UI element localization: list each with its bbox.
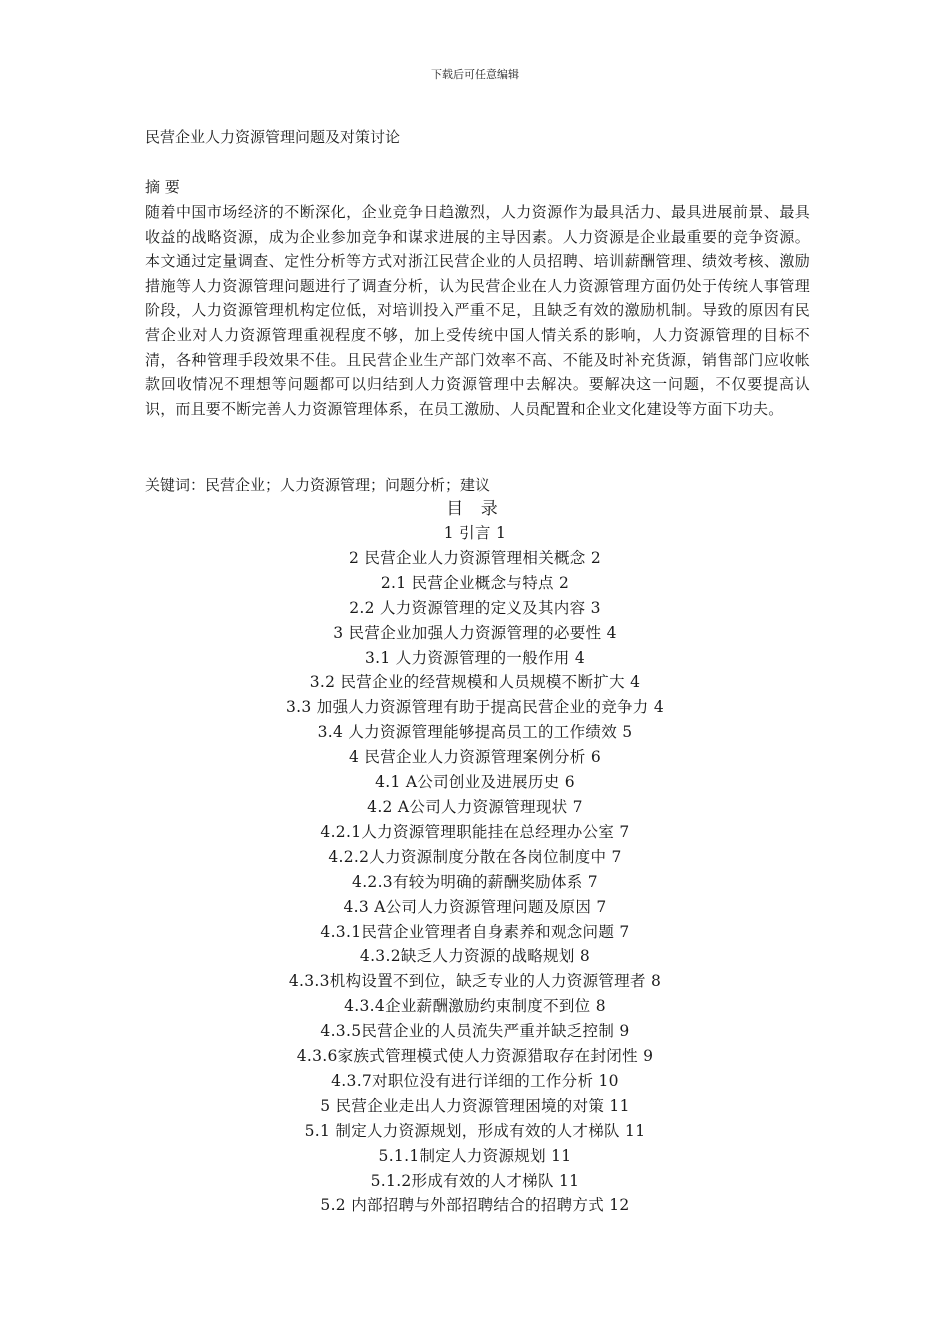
toc-item: 5 民营企业走出人力资源管理困境的对策 11	[320, 1096, 630, 1115]
toc-item: 3.2 民营企业的经营规模和人员规模不断扩大 4	[309, 673, 641, 692]
toc-item: 4.2.3有较为明确的薪酬奖励体系 7	[352, 872, 598, 891]
toc-item: 4.3.1民营企业管理者自身素养和观念问题 7	[320, 922, 630, 941]
toc-heading: 目 录	[446, 499, 504, 519]
toc-item: 2 民营企业人力资源管理相关概念 2	[349, 548, 601, 567]
abstract-heading: 摘 要	[145, 178, 180, 196]
toc-item: 4.1 A公司创业及进展历史 6	[375, 773, 575, 792]
toc-item: 4.3.2缺乏人力资源的战略规划 8	[359, 947, 591, 966]
toc-item: 4.3.4企业薪酬激励约束制度不到位 8	[344, 997, 606, 1016]
keywords-line: 关键词：民营企业；人力资源管理；问题分析；建议	[145, 476, 491, 494]
toc-item: 3.1 人力资源管理的一般作用 4	[365, 648, 585, 667]
toc-item: 5.1.2形成有效的人才梯队 11	[370, 1171, 580, 1190]
toc-item: 3.3 加强人力资源管理有助于提高民营企业的竞争力 4	[286, 698, 664, 717]
toc-item: 4.3.6家族式管理模式使人力资源猎取存在封闭性 9	[296, 1047, 654, 1066]
page-header-note: 下载后可任意编辑	[431, 68, 519, 81]
toc-item: 5.1.1制定人力资源规划 11	[378, 1146, 572, 1165]
toc-item: 3.4 人力资源管理能够提高员工的工作绩效 5	[317, 723, 633, 742]
toc-item: 4 民营企业人力资源管理案例分析 6	[349, 748, 601, 767]
toc-item: 4.3 A公司人力资源管理问题及原因 7	[343, 897, 607, 916]
toc-item: 4.3.7对职位没有进行详细的工作分析 10	[331, 1071, 619, 1090]
toc-item: 4.2 A公司人力资源管理现状 7	[367, 797, 583, 816]
toc-item: 5.2 内部招聘与外部招聘结合的招聘方式 12	[320, 1196, 630, 1215]
toc-item: 4.2.1人力资源管理职能挂在总经理办公室 7	[320, 822, 630, 841]
toc-item: 1 引言 1	[443, 524, 507, 542]
toc-list	[0, 521, 950, 1218]
abstract-body: 随着中国市场经济的不断深化，企业竞争日趋激烈，人力资源作为最具活力、最具进展前景、最具收益的战略资源，成为企业参加竞争和谋求进展的主导因素。人力资源是企业最重要的竞争资源。本文通过定量调查、定性分析等方式对浙江民营企业的人员招聘、培训薪酬管理、绩效考核、激励措施等人力资源管理问题进行了调查分析，认为民营企业在人力资源管理方面仍处于传统人事管理阶段，人力资源管理机构定位低，对培训投入严重不足，且缺乏有效的激励机制。导致的原因有民营企业对人力资源管理重视程度不够，加上受传统中国人情关系的影响，人力资源管理的目标不清，各种管理手段效果不佳。且民营企业生产部门效率不高、不能及时补充货源，销售部门应收帐款回收情况不理想等问题都可以归结到人力资源管理中去解决。要解决这一问题，不仅要提高认识，而且要不断完善人力资源管理体系，在员工激励、人员配置和企业文化建设等方面下功夫。	[145, 203, 810, 418]
toc-item: 4.2.2人力资源制度分散在各岗位制度中 7	[328, 847, 622, 866]
toc-item: 4.3.5民营企业的人员流失严重并缺乏控制 9	[320, 1022, 630, 1041]
toc-item: 5.1 制定人力资源规划，形成有效的人才梯队 11	[304, 1121, 646, 1140]
table-of-contents	[0, 497, 950, 1218]
toc-item: 2.1 民营企业概念与特点 2	[380, 573, 570, 592]
toc-item: 2.2 人力资源管理的定义及其内容 3	[349, 598, 601, 617]
toc-item: 3 民营企业加强人力资源管理的必要性 4	[333, 623, 617, 642]
document-title: 民营企业人力资源管理问题及对策讨论	[145, 128, 401, 146]
toc-item: 4.3.3机构设置不到位，缺乏专业的人力资源管理者 8	[288, 972, 662, 991]
